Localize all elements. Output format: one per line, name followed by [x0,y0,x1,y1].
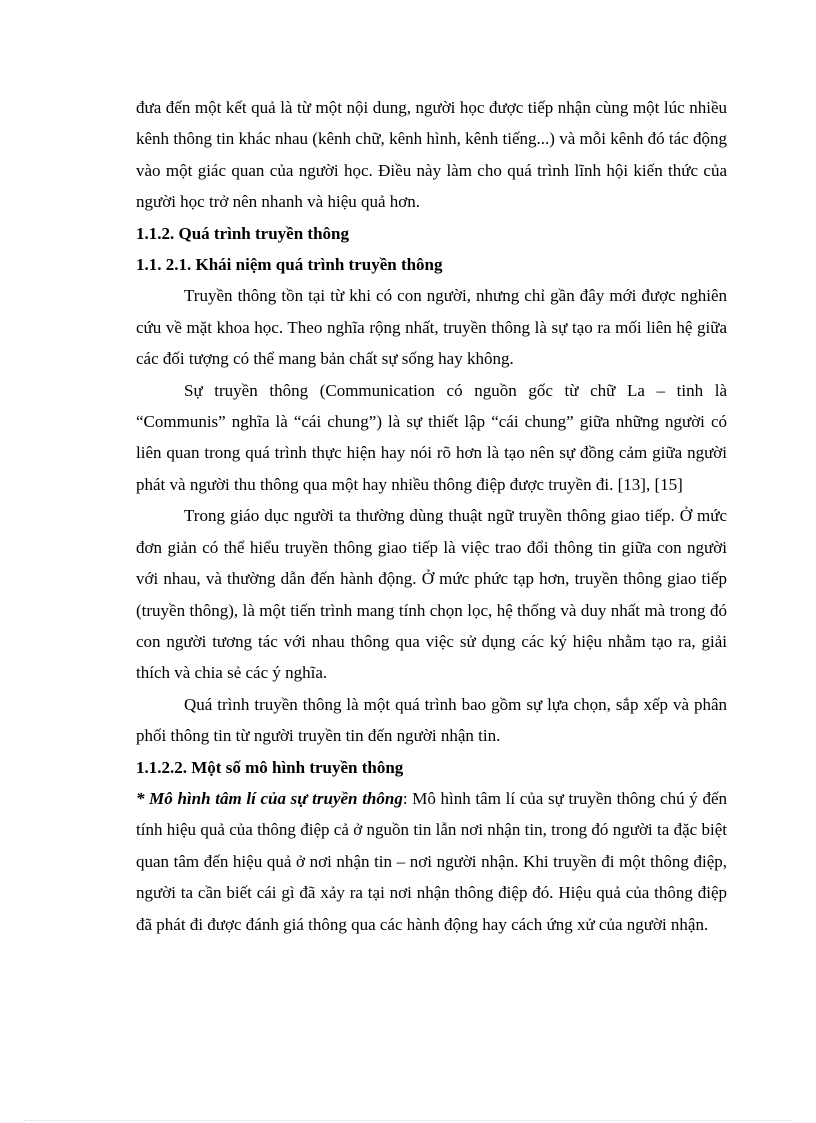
paragraph-5 [136,783,727,940]
section-heading-1-1-2: 1.1.2. Quá trình truyền thông [136,223,349,243]
paragraph-4: Quá trình truyền thông là một quá trình bao gồm sự lựa chọn, sắp xếp và phân phối thông tin từ người truyền tin đến người nhận tin. [136,694,727,746]
document-page [136,92,727,940]
page-bottom-divider [24,1120,792,1121]
paragraph-5-body: : Mô hình tâm lí của sự truyền thông chú ý đến tính hiệu quả của thông điệp cả ở nguồn tin lẫn nơi nhận tin, trong đó người ta đặc biệt quan tâm đến hiệu quả ở nơi nhận tin – nơi người nhận. Khi truyền đi một thông điệp, người ta cần biết cái gì đã xảy ra tại nơi nhận thông điệp đó. Hiệu quả của thông điệp đã phát đi được đánh giá thông qua các hành động hay cách ứng xử của người nhận. [136,788,727,934]
subsection-heading-1-1-2-1: 1.1. 2.1. Khái niệm quá trình truyền thông [136,255,443,275]
paragraph-intro: đưa đến một kết quả là từ một nội dung, người học được tiếp nhận cùng một lúc nhiều kênh thông tin khác nhau (kênh chữ, kênh hình, kênh tiếng...) và mỗi kênh đó tác động vào một giác quan của người học. Điều này làm cho quá trình lĩnh hội kiến thức của người học trở nên nhanh và hiệu quả hơn. [136,98,727,212]
subsection-heading-1-1-2-2: 1.1.2.2. Một số mô hình truyền thông [136,757,404,777]
paragraph-5-lead: * Mô hình tâm lí của sự truyền thông [136,788,403,808]
paragraph-2: Sự truyền thông (Communication có nguồn gốc từ chữ La – tinh là “Communis” nghĩa là “cái chung”) là sự thiết lập “cái chung” giữa những người có liên quan trong quá trình thực hiện hay nói rõ hơn là tạo nên sự đồng cảm giữa người phát và người thu thông qua một hay nhiều thông điệp được truyền đi. [13], [15] [136,380,727,494]
paragraph-3: Trong giáo dục người ta thường dùng thuật ngữ truyền thông giao tiếp. Ở mức đơn giản có thể hiểu truyền thông giao tiếp là việc trao đổi thông tin giữa con người với nhau, và thường dẫn đến hành động. Ở mức phức tạp hơn, truyền thông giao tiếp (truyền thông), là một tiến trình mang tính chọn lọc, hệ thống và duy nhất mà trong đó con người tương tác với nhau thông qua việc sử dụng các ký hiệu nhằm tạo ra, giải thích và chia sẻ các ý nghĩa. [136,506,727,683]
paragraph-1: Truyền thông tồn tại từ khi có con người, nhưng chỉ gần đây mới được nghiên cứu về mặt khoa học. Theo nghĩa rộng nhất, truyền thông là sự tạo ra mối liên hệ giữa các đối tượng có thể mang bản chất sự sống hay không. [136,286,727,369]
